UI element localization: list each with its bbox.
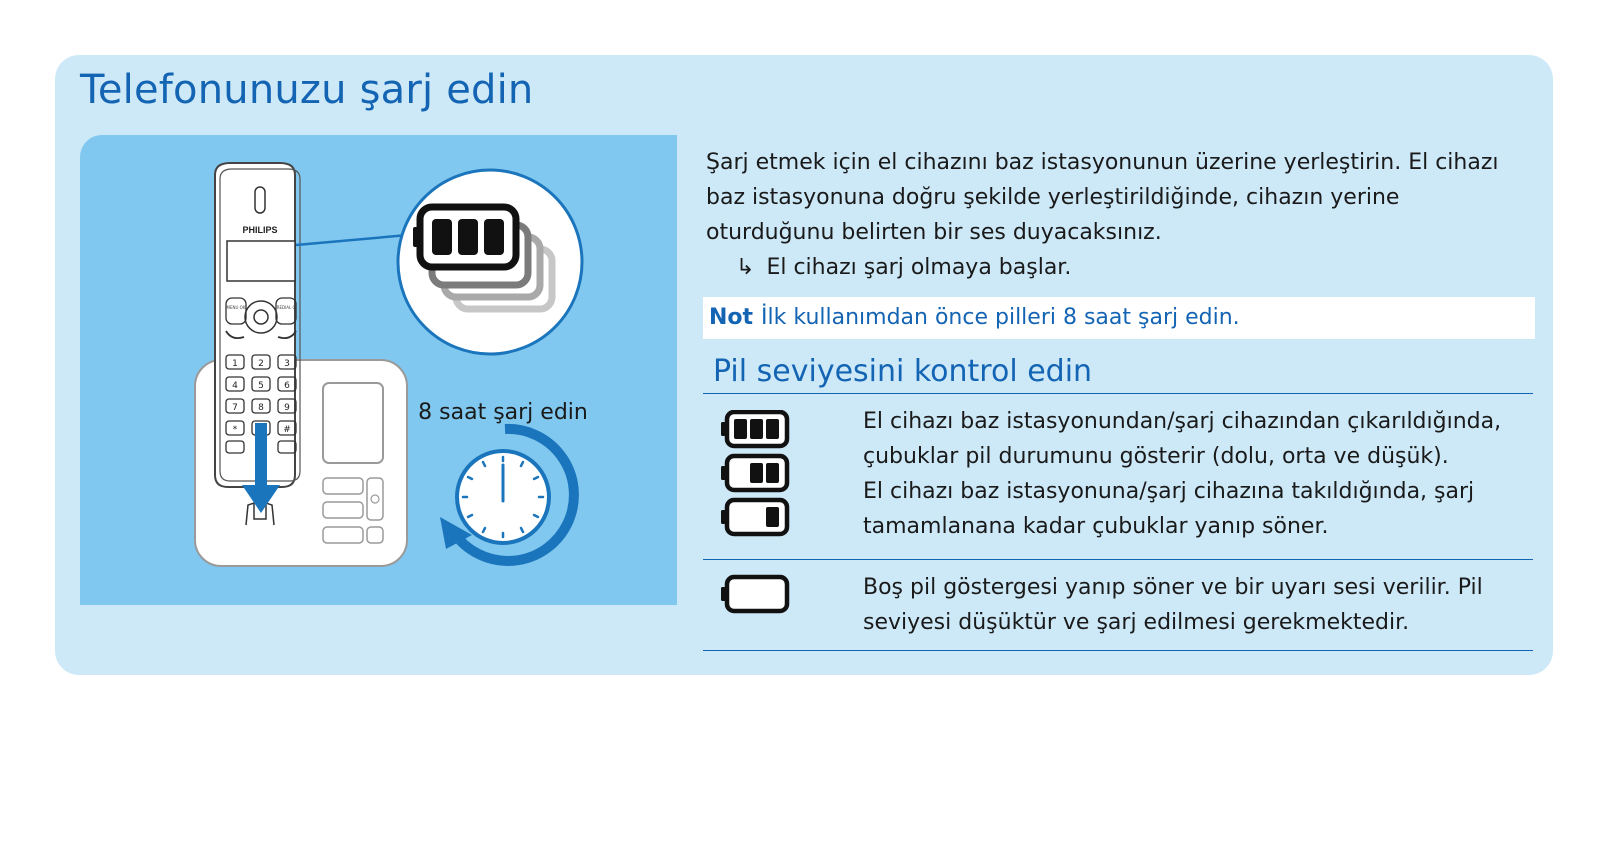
key-7: 7 xyxy=(232,403,238,413)
battery-levels-row xyxy=(703,394,1533,560)
result-arrow-icon: ↳ xyxy=(736,255,755,280)
instructions-panel xyxy=(703,145,1533,651)
key-5: 5 xyxy=(258,381,264,391)
zoom-connector xyxy=(296,235,408,245)
key-9: 9 xyxy=(284,403,290,413)
key-6: 6 xyxy=(284,381,290,391)
charge-timer-icon xyxy=(440,429,574,561)
charge-caption: 8 saat şarj edin xyxy=(418,400,588,425)
battery-empty-line: Boş pil göstergesi yanıp söner ve bir uyarı sesi verilir. Pil seviyesi düşüktür ve şarj edilmesi gerekmektedir. xyxy=(863,575,1483,635)
battery-empty-description xyxy=(863,570,1523,640)
battery-full-icon xyxy=(721,412,787,446)
intro-text: Şarj etmek için el cihazını baz istasyonunun üzerine yerleştirin. El cihazı baz istasyonuna doğru şekilde yerleştirildiğinde, cihazın yerine oturduğunu belirten bir ses duyacaksınız. xyxy=(706,150,1499,245)
battery-empty-icon xyxy=(721,574,793,614)
redial-label: REDIAL C xyxy=(276,305,296,310)
battery-levels-line-2: El cihazı baz istasyonuna/şarj cihazına takıldığında, şarj tamamlanana kadar çubuklar yanıp söner. xyxy=(863,479,1475,539)
battery-levels-icons xyxy=(721,410,793,540)
note-box xyxy=(703,297,1535,339)
page-title: Telefonunuzu şarj edin xyxy=(80,67,534,113)
menu-label: MENU OK xyxy=(226,305,246,310)
battery-empty-row xyxy=(703,560,1533,651)
battery-levels-line-1: El cihazı baz istasyonundan/şarj cihazından çıkarıldığında, çubuklar pil durumunu gösterir (dolu, orta ve düşük). xyxy=(863,409,1502,469)
battery-section-heading: Pil seviyesini kontrol edin xyxy=(703,351,1533,394)
key-2: 2 xyxy=(258,359,264,369)
charging-illustration xyxy=(80,135,677,605)
key-hash: # xyxy=(283,425,291,435)
key-8: 8 xyxy=(258,403,264,413)
content-card xyxy=(55,55,1553,675)
battery-low-icon xyxy=(721,500,787,534)
result-text: El cihazı şarj olmaya başlar. xyxy=(766,255,1072,280)
note-label: Not xyxy=(709,305,754,330)
battery-zoom-icon xyxy=(398,170,582,354)
result-line xyxy=(736,250,1533,285)
key-4: 4 xyxy=(232,381,238,391)
battery-medium-icon xyxy=(721,456,787,490)
battery-levels-description xyxy=(863,404,1523,544)
brand-label: PHILIPS xyxy=(242,225,278,235)
key-star: * xyxy=(232,425,238,435)
key-3: 3 xyxy=(284,359,290,369)
note-text: İlk kullanımdan önce pilleri 8 saat şarj edin. xyxy=(761,305,1240,330)
key-1: 1 xyxy=(232,359,238,369)
phone-charging-drawing xyxy=(80,135,677,605)
